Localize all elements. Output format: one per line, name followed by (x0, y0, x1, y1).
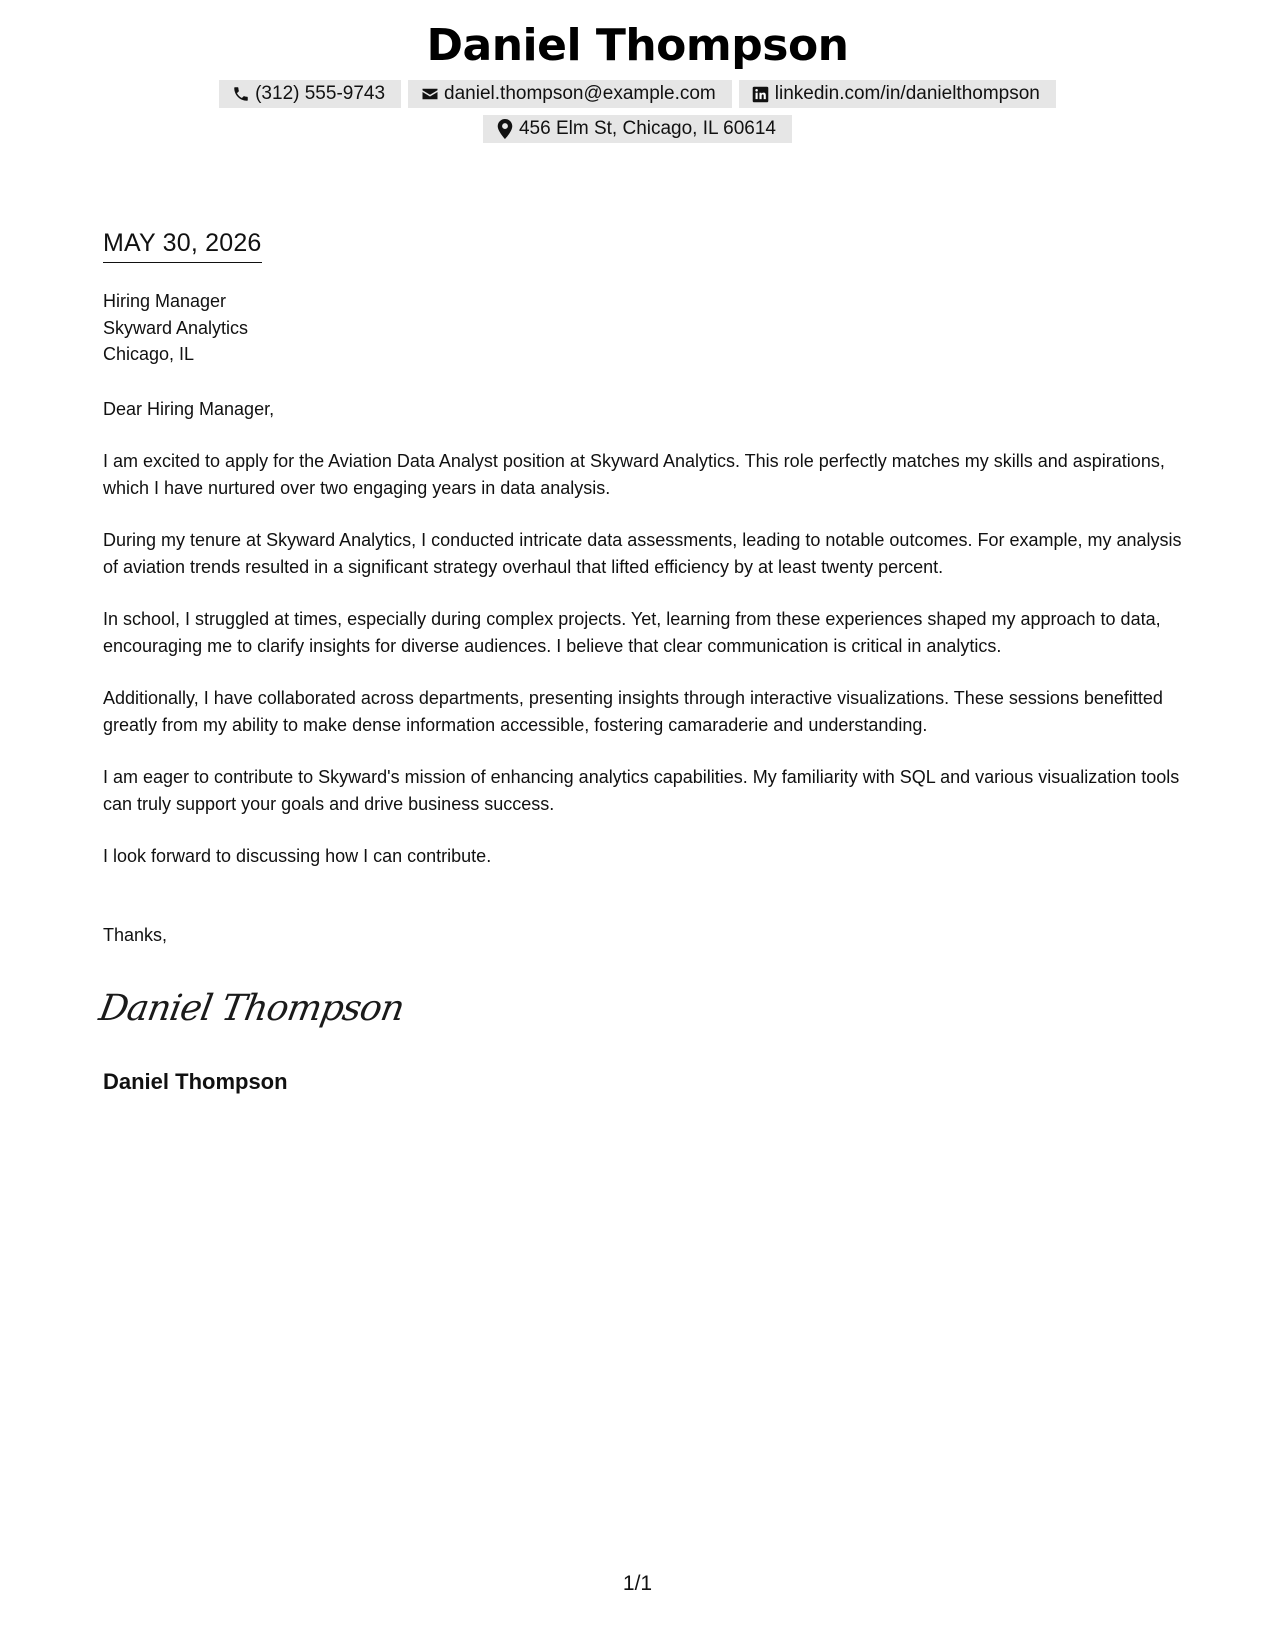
signed-name: Daniel Thompson (103, 1069, 288, 1094)
phone-chip (219, 80, 401, 108)
letter-date: MAY 30, 2026 (103, 229, 262, 263)
handwritten-signature (96, 978, 408, 1043)
recipient-location: Chicago, IL (103, 344, 195, 364)
body-paragraph: I am eager to contribute to Skyward's mission of enhancing analytics capabilities. My familiarity with SQL and various visualization tools can truly support your goals and drive business success. (103, 767, 1180, 814)
salutation: Dear Hiring Manager, (103, 399, 275, 419)
contact-info-row (0, 80, 1275, 108)
linkedin-url: linkedin.com/in/danielthompson (774, 83, 1040, 104)
address-chip (483, 115, 792, 143)
phone-number: (312) 555-9743 (255, 83, 386, 104)
recipient-company: Skyward Analytics (103, 317, 249, 338)
closing: Thanks, (103, 925, 168, 945)
page-number: 1/1 (622, 1572, 653, 1595)
letter-body (103, 448, 1183, 896)
recipient-title: Hiring Manager (103, 291, 227, 311)
email-chip (408, 80, 732, 108)
body-paragraph: I look forward to discussing how I can contribute. (103, 846, 492, 866)
phone-icon (231, 84, 251, 104)
map-pin-icon (495, 119, 515, 139)
linkedin-icon (751, 84, 771, 104)
envelope-icon (420, 84, 440, 104)
linkedin-chip (739, 80, 1056, 108)
recipient-block (103, 288, 1183, 368)
body-paragraph: Additionally, I have collaborated across departments, presenting insights through interactive visualizations. These sessions benefitted greatly from my ability to make dense information accessible, fostering camaraderie and understanding. (103, 688, 1163, 735)
body-paragraph: During my tenure at Skyward Analytics, I conducted intricate data assessments, leading to notable outcomes. For example, my analysis of aviation trends resulted in a significant strategy overhaul that lifted efficiency by at least twenty percent. (103, 530, 1182, 577)
body-paragraph: In school, I struggled at times, especially during complex projects. Yet, learning from these experiences shaped my approach to data, encouraging me to clarify insights for diverse audiences. I believe that clear communication is critical in analytics. (103, 609, 1161, 656)
svg-text:Daniel Thompson: Daniel Thompson (96, 986, 408, 1029)
address-row (0, 115, 1275, 143)
street-address: 456 Elm St, Chicago, IL 60614 (518, 118, 776, 139)
applicant-name: Daniel Thompson (426, 20, 849, 71)
email-address: daniel.thompson@example.com (444, 83, 716, 104)
body-paragraph: I am excited to apply for the Aviation Data Analyst position at Skyward Analytics. This role perfectly matches my skills and aspirations, which I have nurtured over two engaging years in data analysis. (103, 451, 1165, 498)
